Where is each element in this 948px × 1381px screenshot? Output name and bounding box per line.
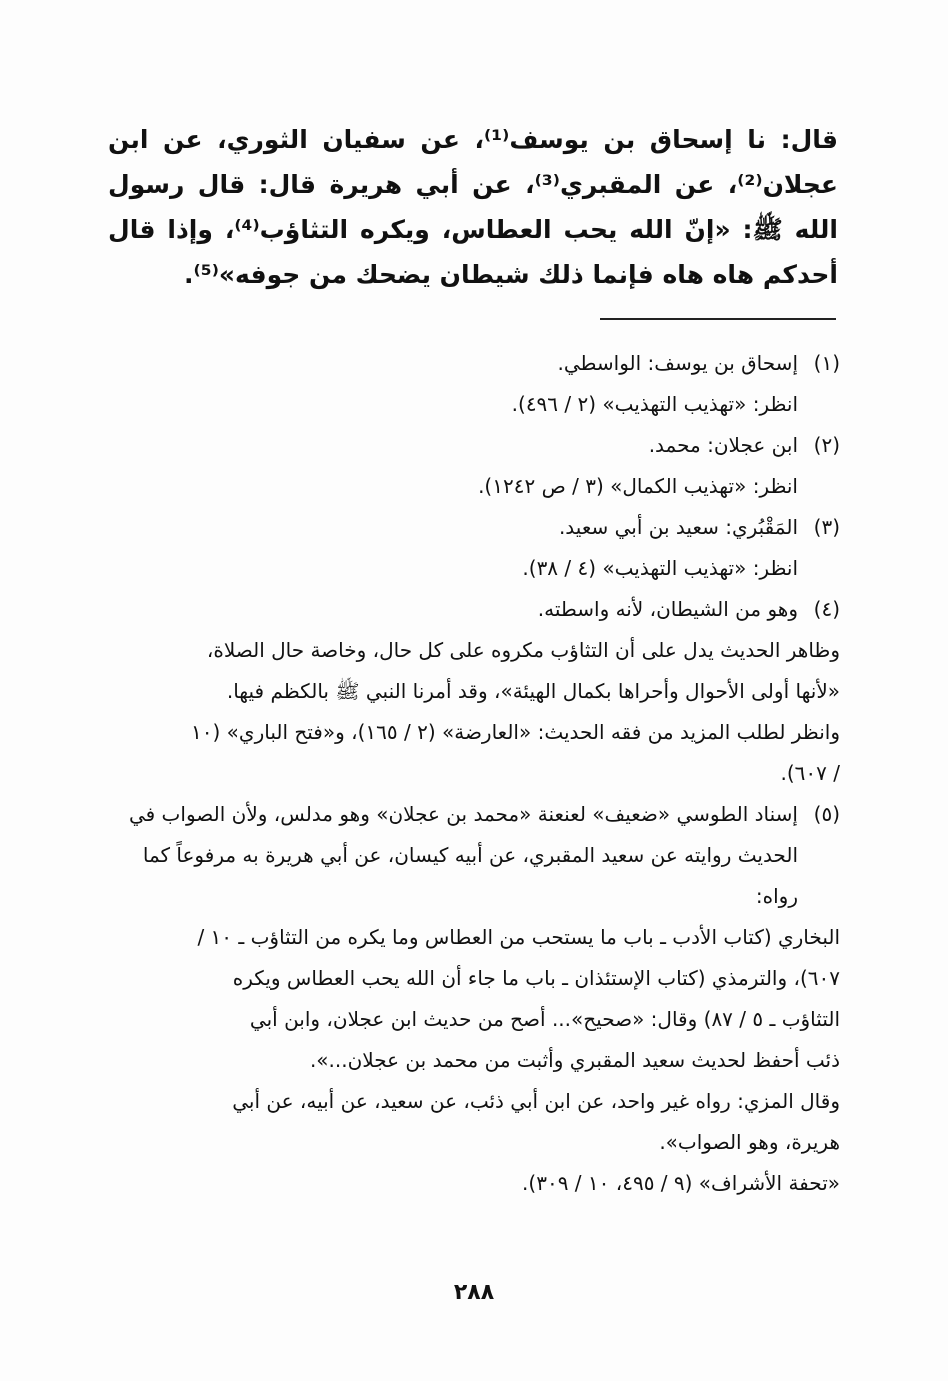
- hadith-main-text: قال: نا إسحاق بن يوسف⁽¹⁾، عن سفيان الثوري، عن ابن عجلان⁽²⁾، عن المقبري⁽³⁾، عن أبي هريرة قال: قال رسول الله ﷺ: «إنّ الله يحب العطاس، ويكره التثاؤب⁽⁴⁾، وإذا قال أحدكم هاه هاه فإنما ذلك شيطان يضحك من جوفه»⁽⁵⁾.: [108, 125, 839, 289]
- footnote-line: «لأنها أولى الأحوال وأحراها بكمال الهيئة»، وقد أمرنا النبي ﷺ بالكظم فيها.: [226, 679, 840, 703]
- footnote-text: وهو من الشيطان، لأنه واسطته.: [537, 597, 798, 621]
- footnote-text: إسناد الطوسي «ضعيف» لعنعنة «محمد بن عجلان» وهو مدلس، ولأن الصواب في: [128, 802, 798, 826]
- footnote-5: [110, 794, 840, 1204]
- footnote-line: «تحفة الأشراف» (٩ / ٤٩٥، ١٠ / ٣٠٩).: [522, 1171, 840, 1195]
- footnote-line: الحديث روايته عن سعيد المقبري، عن أبيه كيسان، عن أبي هريرة به مرفوعاً كما: [142, 843, 798, 867]
- footnote-number: (٥): [813, 802, 840, 826]
- footnote-line: ذئب أحفظ لحديث سعيد المقبري وأثبت من محمد بن عجلان...».: [309, 1048, 840, 1072]
- footnote-number: (٣): [813, 515, 840, 539]
- footnote-line: انظر: «تهذيب التهذيب» (٢ / ٤٩٦).: [511, 392, 798, 416]
- footnote-line: رواه:: [755, 884, 798, 908]
- footnote-line: انظر: «تهذيب الكمال» (٣ / ص ١٢٤٢).: [478, 474, 798, 498]
- footnote-text: المَقْبُري: سعيد بن أبي سعيد.: [558, 515, 798, 539]
- footnote-line: انظر: «تهذيب التهذيب» (٤ / ٣٨).: [522, 556, 798, 580]
- footnote-line: التثاؤب ـ ٥ / ٨٧) وقال: «صحيح»... أصح من حديث ابن عجلان، وابن أبي: [249, 1007, 840, 1031]
- footnote-line: وقال المزي: رواه غير واحد، عن ابن أبي ذئب، عن سعيد، عن أبيه، عن أبي: [232, 1089, 840, 1113]
- footnote-line: البخاري (كتاب الأدب ـ باب ما يستحب من العطاس وما يكره من التثاؤب ـ ١٠ /: [197, 925, 840, 949]
- footnotes-section: [110, 343, 840, 1204]
- footnote-text: إسحاق بن يوسف: الواسطي.: [557, 351, 798, 375]
- footnote-number: (٢): [813, 433, 840, 457]
- footnote-4: [110, 589, 840, 794]
- footnote-line: وظاهر الحديث يدل على أن التثاؤب مكروه على كل حال، وخاصة حال الصلاة،: [206, 638, 840, 662]
- page-number: ٢٨٨: [453, 1280, 495, 1305]
- footnote-line: / ٦٠٧).: [780, 761, 840, 785]
- footnote-text: ابن عجلان: محمد.: [648, 433, 798, 457]
- footnote-3: [110, 507, 840, 589]
- footnote-1: [110, 343, 840, 425]
- footnote-divider: [600, 318, 836, 320]
- footnote-line: هريرة، وهو الصواب».: [659, 1130, 840, 1154]
- footnote-line: وانظر لطلب المزيد من فقه الحديث: «العارضة» (٢ / ١٦٥)، و«فتح الباري» (١٠: [191, 720, 840, 744]
- footnote-number: (٤): [813, 597, 840, 621]
- footnote-2: [110, 425, 840, 507]
- footnote-line: ٦٠٧)، والترمذي (كتاب الإستئذان ـ باب ما جاء أن الله يحب العطاس ويكره: [232, 966, 840, 990]
- footnote-number: (١): [813, 351, 840, 375]
